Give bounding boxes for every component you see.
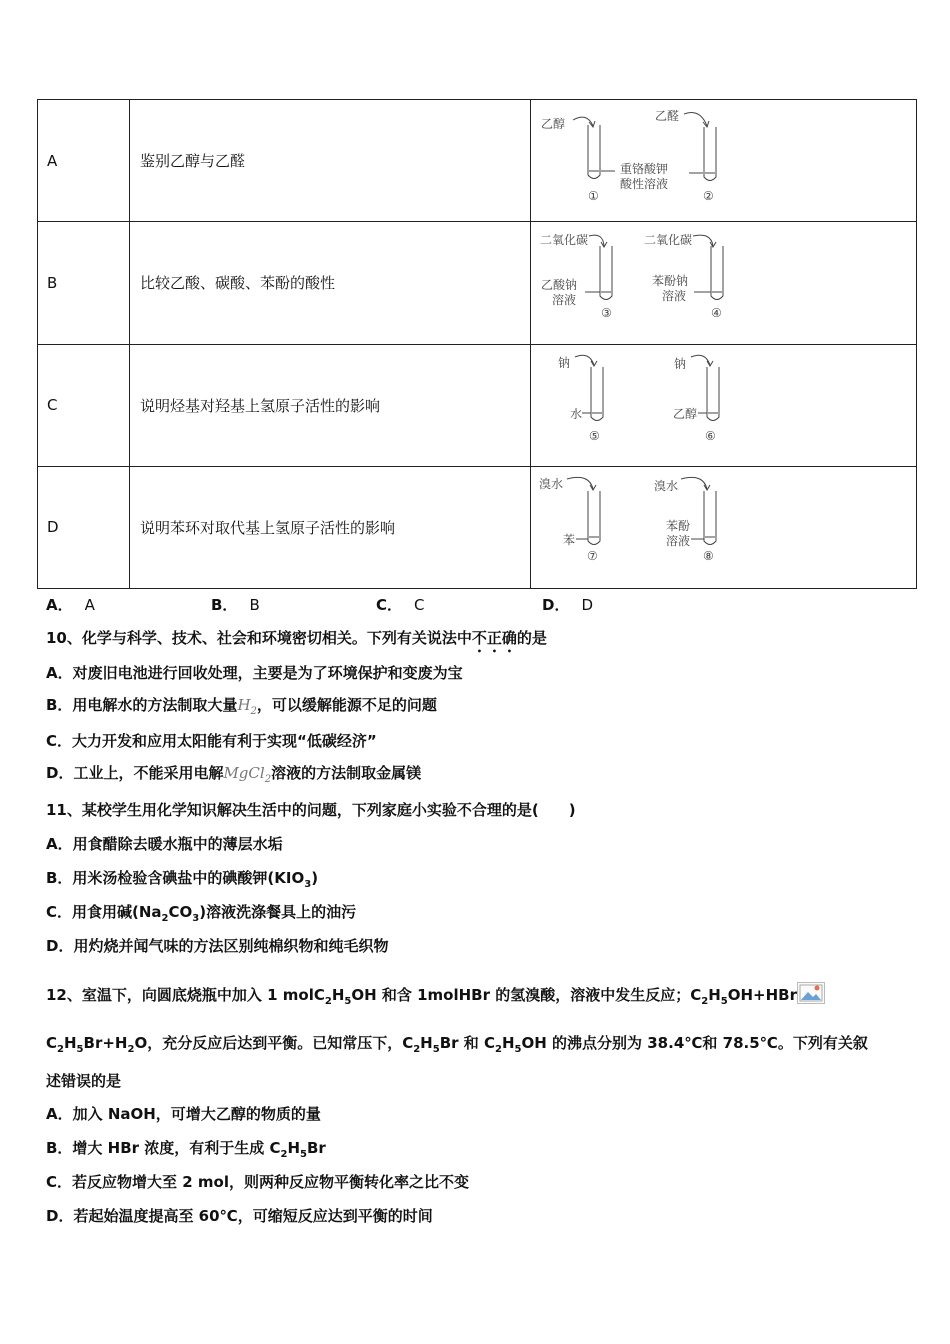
emphasis-text: 不正确 [471, 629, 517, 647]
q11-option-a[interactable]: A．用食醋除去暖水瓶中的薄层水垢 [46, 835, 283, 853]
row-purpose: 说明苯环对取代基上氢原子活性的影响 [130, 466, 531, 588]
q10-stem: 10、化学与科学、技术、社会和环境密切相关。下列有关说法中不正确的是 [46, 629, 547, 647]
test-tube-figure-b [531, 222, 916, 343]
row-purpose: 比较乙酸、碳酸、苯酚的酸性 [130, 222, 531, 344]
table-row [38, 466, 917, 588]
test-tube-icon [707, 367, 719, 421]
reagent-label: 钠 [558, 355, 571, 370]
arrowhead-icon [707, 361, 713, 366]
apparatus-cell [531, 344, 917, 466]
apparatus-cell [531, 466, 917, 588]
option-label: D． [542, 596, 570, 614]
option-value: D [581, 596, 594, 614]
reagent-label: 重铬酸钾 [620, 162, 669, 177]
q12-option-a[interactable]: A．加入 NaOH，可增大乙醇的物质的量 [46, 1105, 321, 1123]
q11-option-c[interactable]: C．用食用碱$(Na_2CO_3)$溶液洗涤餐具上的油污 [46, 903, 357, 924]
reagent-label: 溶液 [662, 289, 687, 304]
reagent-label: 苯 [563, 532, 576, 547]
test-tube-figure-a [531, 100, 916, 221]
reagent-label: 乙醇 [673, 406, 698, 421]
row-purpose: 鉴别乙醇与乙醛 [130, 100, 531, 222]
reagent-label: 苯酚钠 [652, 274, 689, 289]
test-tube-icon [588, 125, 600, 179]
q12-stem-line2: $C_2H_5Br+H_2O$，充分反应后达到平衡。已知常压下，$C_2H_5Br$ 和 $C_2H_5OH$ 的沸点分别为 38.4℃和 78.5℃。下列有关叙 [46, 1034, 868, 1055]
reagent-label: 溴水 [539, 476, 564, 491]
test-tube-icon [591, 367, 603, 421]
arrowhead-icon [591, 361, 597, 366]
pour-arrow-icon [575, 355, 594, 365]
table-row [38, 344, 917, 466]
test-tube-icon [704, 491, 716, 545]
q12-option-c[interactable]: C．若反应物增大至 2 mol，则两种反应物平衡转化率之比不变 [46, 1173, 469, 1191]
q11-option-b[interactable]: B．用米汤检验含碘盐中的碘酸钾$(KIO_3)$ [46, 869, 319, 890]
row-letter: A [38, 100, 130, 222]
tube-number: ⑥ [705, 428, 716, 443]
reagent-label: 乙醛 [655, 109, 680, 124]
q9-option-a[interactable] [46, 594, 95, 615]
option-value: B [249, 596, 260, 614]
pour-arrow-icon [684, 113, 707, 127]
test-tube-figure-d [531, 467, 916, 588]
reagent-label: 水 [570, 406, 583, 421]
q11-stem: 11、某校学生用化学知识解决生活中的问题，下列家庭小实验不合理的是( ) [46, 801, 576, 819]
option-label: B． [211, 596, 238, 614]
q12-option-d[interactable]: D．若起始温度提高至 60℃，可缩短反应达到平衡的时间 [46, 1207, 433, 1225]
q9-option-b[interactable] [211, 594, 260, 615]
reagent-label: 乙酸钠 [541, 278, 578, 293]
tube-number: ③ [601, 306, 612, 321]
option-label: A． [46, 596, 73, 614]
test-tube-figure-c [531, 345, 916, 466]
row-purpose: 说明烃基对羟基上氢原子活性的影响 [130, 344, 531, 466]
tube-number: ⑦ [587, 548, 598, 563]
pour-arrow-icon [693, 235, 713, 246]
row-letter: B [38, 222, 130, 344]
test-tube-icon [704, 127, 716, 181]
option-value: C [414, 596, 425, 614]
test-tube-icon [711, 246, 723, 300]
test-tube-icon [588, 491, 600, 545]
option-value: A [84, 596, 95, 614]
apparatus-cell [531, 222, 917, 344]
pour-arrow-icon [573, 117, 593, 126]
q10-option-b[interactable]: B．用电解水的方法制取大量$H_2$，可以缓解能源不足的问题 [46, 696, 437, 717]
q11-option-d[interactable]: D．用灼烧并闻气味的方法区别纯棉织物和纯毛织物 [46, 937, 389, 955]
reagent-label: 二氧化碳 [644, 233, 693, 248]
q12-option-b[interactable]: B．增大 HBr 浓度，有利于生成 $C_2H_5Br$ [46, 1139, 326, 1160]
q9-table [37, 99, 917, 589]
tube-number: ② [703, 189, 714, 204]
option-label: C． [376, 596, 403, 614]
math-formula: MgCl$_2$ [223, 764, 272, 785]
pour-arrow-icon [589, 235, 604, 246]
reagent-label: 溶液 [552, 293, 577, 308]
reagent-label: 苯酚 [666, 518, 691, 533]
apparatus-cell [531, 100, 917, 222]
tube-number: ④ [711, 306, 722, 321]
q10-option-c[interactable]: C．大力开发和应用太阳能有利于实现“低碳经济” [46, 732, 377, 750]
pour-arrow-icon [681, 477, 707, 489]
table-row [38, 222, 917, 344]
q9-option-c[interactable] [376, 594, 425, 615]
table-row [38, 100, 917, 222]
q12-stem-line3: 述错误的是 [46, 1072, 122, 1090]
q12-stem-line1: 12、室温下，向圆底烧瓶中加入 1 $molC_2H_5OH$ 和含 1molHBr 的氢溴酸，溶液中发生反应；$C_2H_5OH+HBr$ [46, 982, 825, 1007]
tube-number: ① [588, 189, 599, 204]
q10-option-a[interactable]: A．对废旧电池进行回收处理，主要是为了环境保护和变废为宝 [46, 664, 463, 682]
test-tube-icon [600, 246, 612, 300]
tube-number: ⑧ [703, 548, 714, 563]
q10-option-d[interactable]: D．工业上，不能采用电解MgCl$_2$溶液的方法制取金属镁 [46, 764, 422, 785]
pour-arrow-icon [691, 355, 710, 365]
reagent-label: 钠 [674, 356, 687, 371]
row-letter: C [38, 344, 130, 466]
row-letter: D [38, 466, 130, 588]
q9-option-d[interactable] [542, 594, 593, 615]
reagent-label: 二氧化碳 [540, 233, 589, 248]
math-formula: $H_2$ [237, 696, 257, 717]
pour-arrow-icon [567, 477, 593, 489]
broken-image-icon [797, 982, 825, 1004]
reagent-label: 溶液 [666, 533, 691, 548]
tube-number: ⑤ [589, 428, 600, 443]
reagent-label: 酸性溶液 [620, 177, 669, 192]
reagent-label: 乙醇 [541, 117, 566, 132]
reagent-label: 溴水 [654, 478, 679, 493]
